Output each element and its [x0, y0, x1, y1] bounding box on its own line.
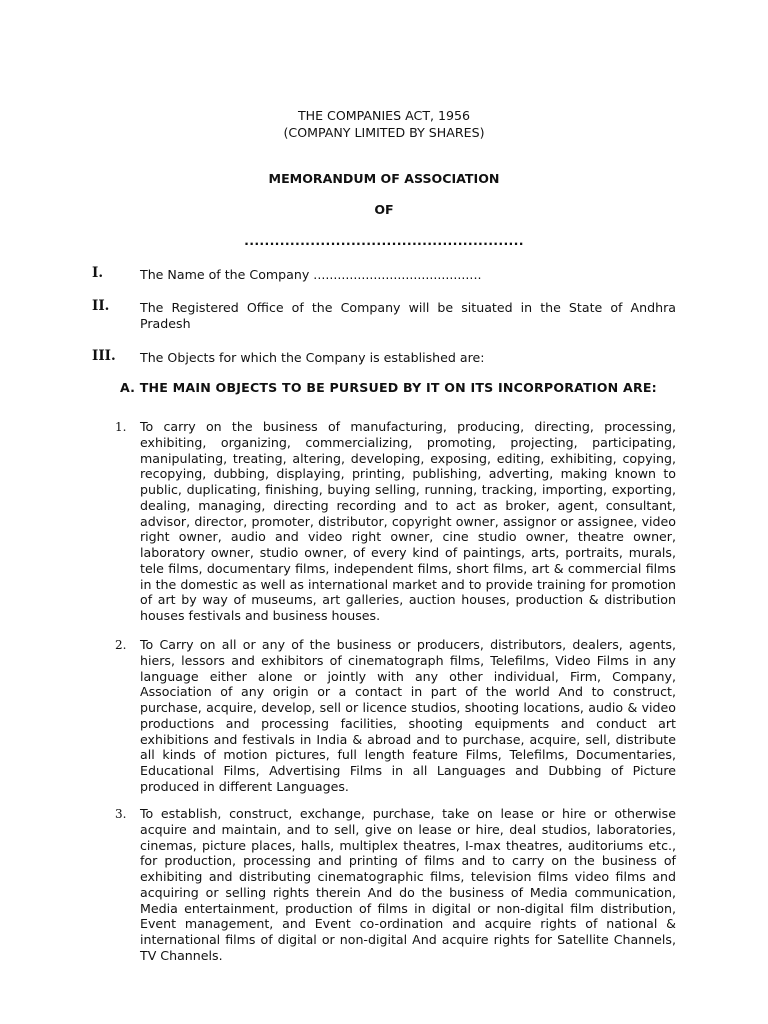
document-title: MEMORANDUM OF ASSOCIATION: [268, 171, 500, 186]
of-label: OF: [374, 202, 394, 217]
object-number-3: 3.: [115, 807, 127, 821]
object-number-1: 1.: [115, 420, 127, 434]
clause-numeral-3: III.: [92, 348, 116, 364]
act-title: THE COMPANIES ACT, 1956: [297, 108, 471, 123]
object-paragraph-2: To Carry on all or any of the business or producers, distributors, dealers, agents, hiers, lessors and exhibitors of cinematograph films, Telefilms, Video Films in any language either alone or jointly with any other individual, Firm, Company, Association of any origin or a contact in part of the world And to construct, purchase, acquire, develop, sell or licence studios, shooting locations, audio & video productions and processing facilities, shooting equipments and conduct art exhibitions and festivals in India & abroad and to purchase, acquire, sell, distribute all kinds of motion pictures, full length feature Films, Telefilms, Documentaries, Educational Films, Advertising Films in all Languages and Dubbing of Picture produced in different Languages.: [140, 637, 676, 794]
clause-text-company-name: The Name of the Company ..........................................: [140, 267, 482, 282]
clause-text-objects: The Objects for which the Company is established are:: [140, 350, 485, 365]
act-subtitle: (COMPANY LIMITED BY SHARES): [283, 125, 485, 140]
object-paragraph-3: To establish, construct, exchange, purchase, take on lease or hire or otherwise acquire and maintain, and to sell, give on lease or hire, deal studios, laboratories, cinemas, picture places, halls, multiplex theatres, I-max theatres, auditoriums etc., for production, processing and printing of films and to carry on the business of exhibiting and distributing cinematographic films, television films video films and acquiring or selling rights therein And do the business of Media communication, Media entertainment, production of films in digital or non-digital film distribution, Event management, and Event co-ordination and acquire rights of national & international films of digital or non-digital And acquire rights for Satellite Channels, TV Channels.: [140, 806, 676, 963]
clause-numeral-2: II.: [92, 298, 110, 314]
clause-numeral-1: I.: [92, 265, 104, 281]
clause-text-registered-office: The Registered Office of the Company will be situated in the State of Andhra Pradesh: [140, 300, 676, 331]
main-objects-heading: A. THE MAIN OBJECTS TO BE PURSUED BY IT ON ITS INCORPORATION ARE:: [120, 380, 657, 395]
object-number-2: 2.: [115, 638, 127, 652]
company-name-placeholder: .......................................................: [244, 233, 524, 248]
object-paragraph-1: To carry on the business of manufacturing, producing, directing, processing, exhibiting, organizing, commercializing, promoting, projecting, participating, manipulating, treating, altering, developing, exposing, editing, exhibiting, copying, recopying, dubbing, displaying, printing, publishing, adverting, making known to public, duplicating, finishing, buying selling, running, tracking, importing, exporting, dealing, managing, directing recording and to act as broker, agent, consultant, advisor, director, promoter, distributor, copyright owner, assignor or assignee, video right owner, audio and video right owner, cine studio owner, theatre owner, laboratory owner, studio owner, of every kind of paintings, arts, portraits, murals, tele films, documentary films, independent films, short films, art & commercial films in the domestic as well as international market and to provide training for promotion of art by way of museums, art galleries, auction houses, production & distribution houses festivals and business houses.: [140, 419, 676, 623]
